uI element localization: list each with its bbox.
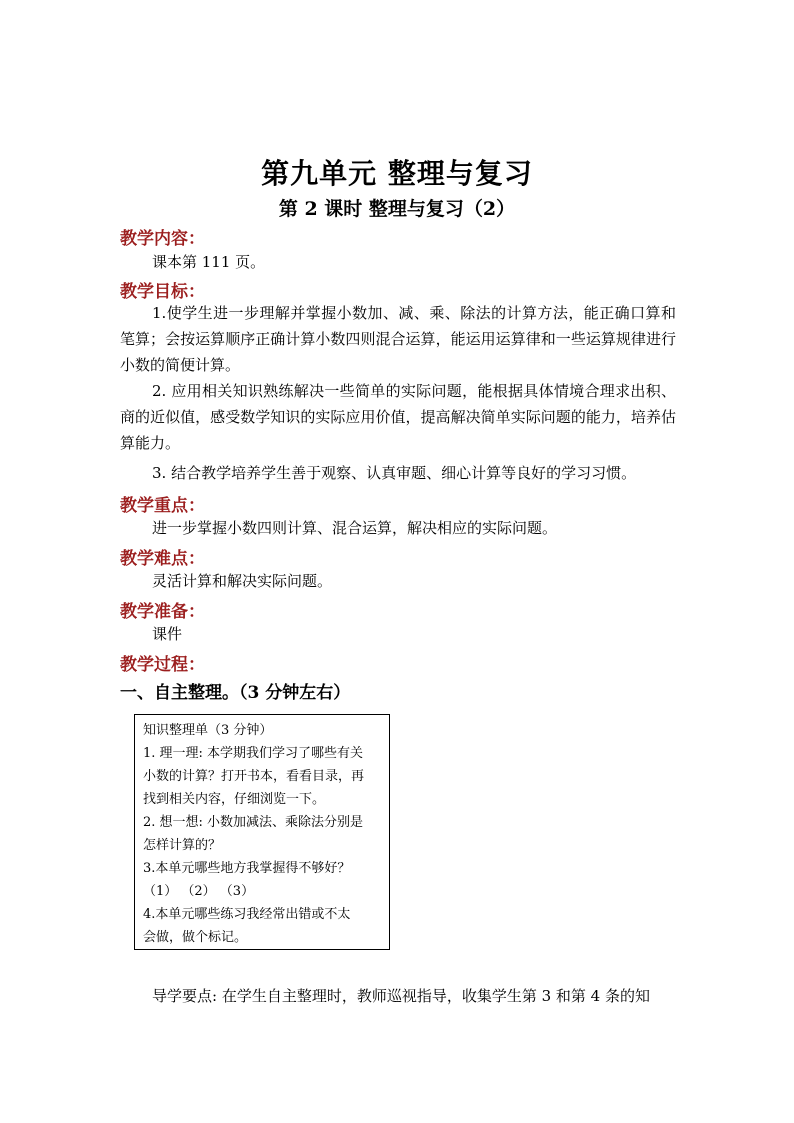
page-title: 第九单元 整理与复习 <box>261 157 533 190</box>
box-line: 找到相关内容，仔细浏览一下。 <box>143 792 326 807</box>
part-one-heading: 一、自主整理。（3 分钟左右） <box>120 683 351 703</box>
heading-content: 教学内容： <box>120 229 205 249</box>
box-line: 3.本单元哪些地方我掌握得不够好？ <box>143 861 351 876</box>
difficulty-text: 灵活计算和解决实际问题。 <box>152 572 333 590</box>
preparation-text: 课件 <box>152 625 183 643</box>
box-line: 怎样计算的？ <box>143 838 222 853</box>
goal-item-2: 2. 应用相关知识熟练解决一些简单的实际问题，能根据具体情境合理求出积、商的近似值，感受数学知识的实际应用价值，提高解决简单实际问题的能力，培养估算能力。 <box>120 382 676 452</box>
heading-goals: 教学目标： <box>120 282 205 302</box>
content-text: 课本第 111 页。 <box>152 253 266 271</box>
heading-key-points: 教学重点： <box>120 496 205 516</box>
page-subtitle: 第 2 课时 整理与复习（2） <box>278 198 516 220</box>
key-points-text: 进一步掌握小数四则计算、混合运算，解决相应的实际问题。 <box>152 519 558 537</box>
box-line: 会做，做个标记。 <box>143 930 248 945</box>
goal-item-1: 1.使学生进一步理解并掌握小数加、减、乘、除法的计算方法，能正确口算和笔算；会按运算顺序正确计算小数四则混合运算，能运用运算律和一些运算规律进行小数的简便计算。 <box>120 304 676 374</box>
box-line: 4.本单元哪些练习我经常出错或不太 <box>143 907 351 922</box>
heading-difficulty: 教学难点： <box>120 549 205 569</box>
knowledge-sheet-box <box>134 714 390 950</box>
heading-process: 教学过程： <box>120 655 205 675</box>
heading-preparation: 教学准备： <box>120 602 205 622</box>
box-line: 2. 想一想: 小数加减法、乘除法分别是 <box>143 815 364 830</box>
box-line: （1） （2） （3） <box>143 884 255 899</box>
guide-text: 导学要点: 在学生自主整理时，教师巡视指导，收集学生第 3 和第 4 条的知 <box>152 987 650 1005</box>
box-line: 1. 理一理: 本学期我们学习了哪些有关 <box>143 746 364 761</box>
goal-item-3: 3. 结合教学培养学生善于观察、认真审题、细心计算等良好的学习习惯。 <box>152 464 637 482</box>
box-title: 知识整理单（3 分钟） <box>143 723 273 738</box>
box-line: 小数的计算？打开书本，看看目录，再 <box>143 769 365 784</box>
